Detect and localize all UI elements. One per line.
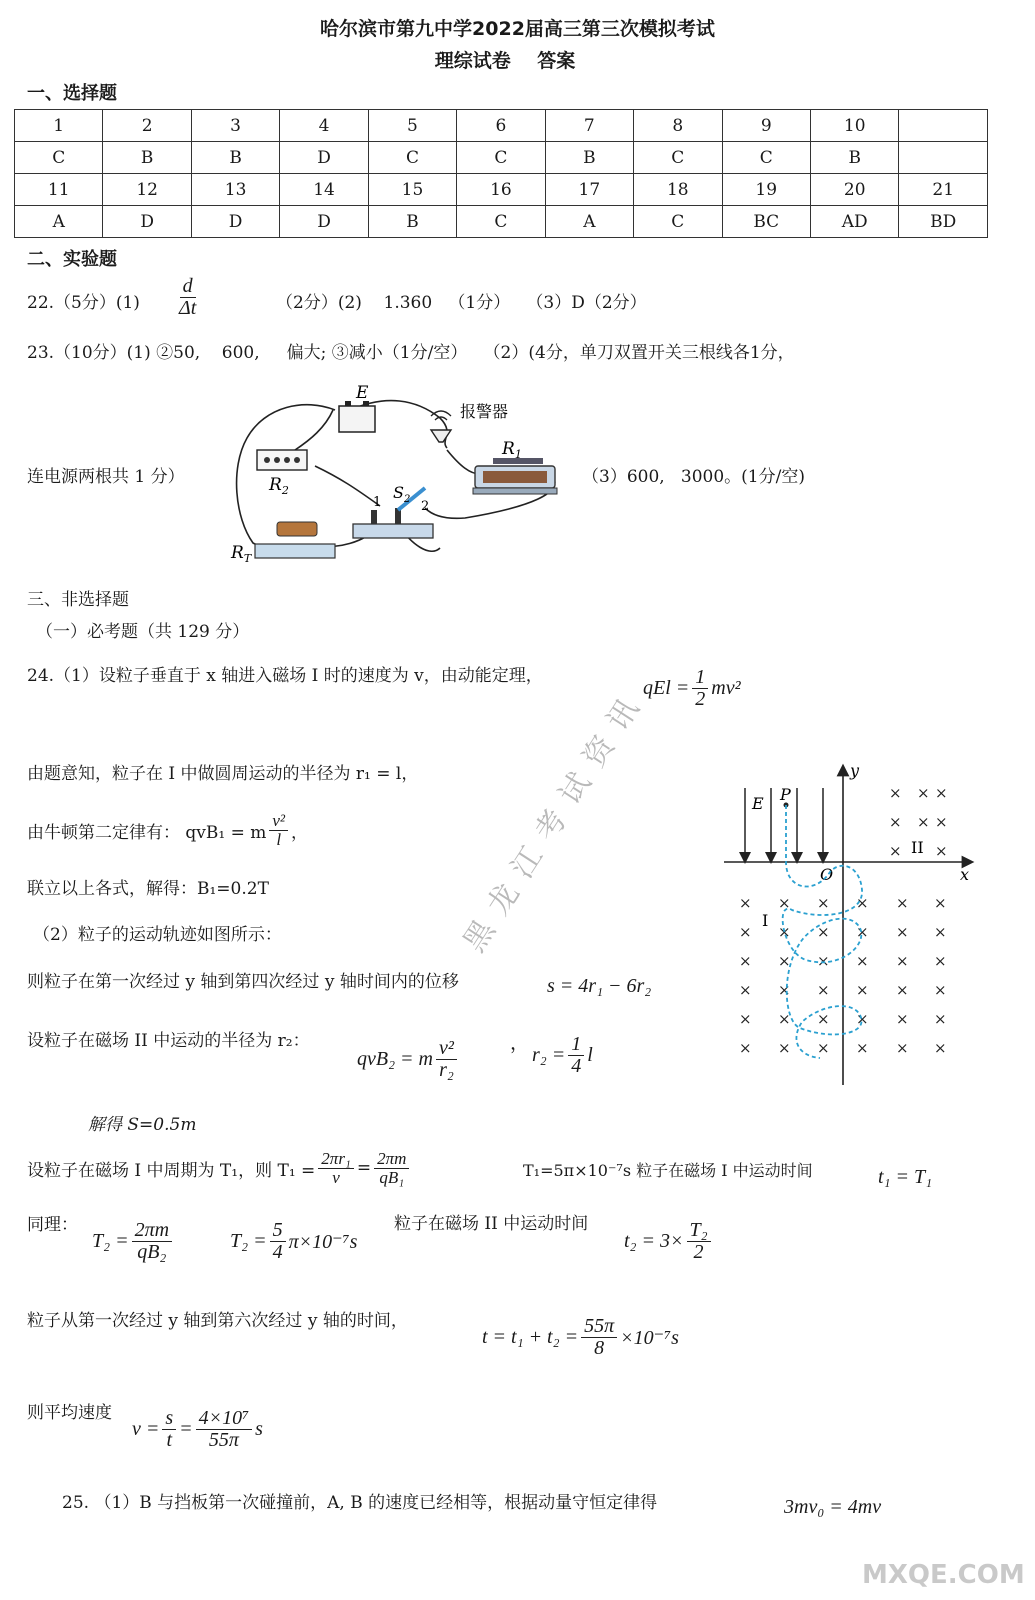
label-y: y	[850, 761, 860, 780]
q24-line2: 由题意知，粒子在 I 中做圆周运动的半径为 r₁ = l，	[27, 764, 419, 784]
thermistor-rt	[255, 522, 335, 558]
field-cross: ×	[739, 952, 752, 970]
table-cell: C	[722, 142, 810, 174]
table-cell: B	[368, 206, 456, 238]
field-cross: ×	[817, 1010, 830, 1028]
q24-eq-t2-formula: T₂ = $\frac{2\pi m}{\text{qB₂}}$	[92, 1220, 172, 1263]
field-cross: ×	[778, 1010, 791, 1028]
q25-line1: 25. （1）B 与挡板第一次碰撞前，A, B 的速度已经相等，根据动量守恒定律得	[62, 1493, 658, 1513]
field-cross: ×	[739, 1010, 752, 1028]
table-cell: D	[280, 206, 368, 238]
rheostat-r1	[473, 458, 557, 494]
answer-table	[14, 109, 988, 238]
table-cell: AD	[810, 206, 898, 238]
table-cell: B	[545, 142, 633, 174]
table-cell: 20	[810, 174, 898, 206]
table-cell: C	[368, 142, 456, 174]
field-cross: ×	[817, 981, 830, 999]
section-heading-nonchoice: 三、非选择题	[27, 590, 129, 610]
table-cell: 12	[103, 174, 191, 206]
field-cross: ×	[856, 952, 869, 970]
field-cross: ×	[934, 923, 947, 941]
field-cross: ×	[739, 894, 752, 912]
label-e-field: E	[752, 794, 764, 813]
table-row	[15, 206, 988, 238]
table-cell: C	[634, 142, 722, 174]
q24-line12: 则平均速度	[27, 1403, 112, 1423]
q24-line11: 粒子从第一次经过 y 轴到第六次经过 y 轴的时间，	[27, 1311, 408, 1331]
watermark-site: MXQE.COM	[862, 1560, 1025, 1590]
field-cross: ×	[917, 813, 930, 831]
field-cross: ×	[817, 952, 830, 970]
q24-eq-r2-value: r₂ = $\frac{1}{4}$ l	[532, 1033, 593, 1077]
q22-num: d	[180, 276, 196, 298]
field-cross: ×	[935, 813, 948, 831]
field-cross: ×	[739, 923, 752, 941]
q24-line1: 24.（1）设粒子垂直于 x 轴进入磁场 I 时的速度为 v，由动能定理，	[27, 666, 543, 686]
table-cell: 5	[368, 110, 456, 142]
table-cell: 13	[191, 174, 279, 206]
q24-eq-displacement: s = 4r₁ − 6r₂	[547, 975, 652, 997]
field-cross: ×	[856, 1010, 869, 1028]
label-alarm: 报警器	[460, 402, 509, 421]
table-cell: 16	[457, 174, 545, 206]
q24-line5: （2）粒子的运动轨迹如图所示：	[33, 925, 282, 945]
table-row	[15, 174, 988, 206]
q24-eq-t1: t₁ = T₁	[878, 1166, 933, 1188]
table-cell: B	[810, 142, 898, 174]
field-cross: ×	[934, 952, 947, 970]
label-r1: $R_1$	[502, 439, 522, 461]
table-cell: 3	[191, 110, 279, 142]
q24-eq-total-time: t = t₁ + t₂ = $\frac{55\pi}{8}$ ×10⁻⁷s	[482, 1315, 679, 1359]
label-terminal-2: 2	[421, 499, 430, 514]
q24-line9-right: T₁=5π×10⁻⁷s 粒子在磁场 I 中运动时间	[523, 1161, 813, 1180]
field-cross: ×	[896, 952, 909, 970]
table-cell: BC	[722, 206, 810, 238]
table-cell: BD	[899, 206, 988, 238]
label-region-2: II	[911, 838, 924, 857]
table-cell	[899, 110, 988, 142]
field-cross: ×	[856, 981, 869, 999]
field-cross: ×	[934, 894, 947, 912]
table-cell: C	[457, 142, 545, 174]
table-cell: 10	[810, 110, 898, 142]
section-heading-experiment: 二、实验题	[27, 249, 117, 270]
field-cross: ×	[934, 1010, 947, 1028]
q24-line10: 同理：	[27, 1215, 78, 1235]
table-cell: A	[545, 206, 633, 238]
table-cell: D	[280, 142, 368, 174]
magnetic-field-diagram	[720, 760, 980, 1090]
table-cell: 8	[634, 110, 722, 142]
field-cross: ×	[817, 1039, 830, 1057]
table-cell: C	[634, 206, 722, 238]
table-cell: 21	[899, 174, 988, 206]
table-cell: 15	[368, 174, 456, 206]
field-cross: ×	[856, 1039, 869, 1057]
table-cell: 4	[280, 110, 368, 142]
field-cross: ×	[778, 1039, 791, 1057]
q22-fraction	[176, 276, 199, 319]
table-cell: C	[457, 206, 545, 238]
page-title: 哈尔滨市第九中学2022届高三第三次模拟考试	[320, 18, 715, 40]
label-region-1: I	[762, 911, 769, 930]
table-cell: C	[15, 142, 103, 174]
q24-line6: 则粒子在第一次经过 y 轴到第四次经过 y 轴时间内的位移	[27, 972, 459, 992]
field-cross: ×	[935, 784, 948, 802]
q24-eq-velocity: v = $\frac{s}{t}$ = $\frac{\text{4×10⁷}}{55\pi}$ s	[132, 1407, 263, 1451]
label-terminal-1: 1	[373, 495, 382, 510]
q23-line1: 23.（10分）(1) ②50, 600, 偏大; ③减小（1分/空） （2）(4分，单刀双置开关三根线各1分，	[27, 343, 795, 363]
table-cell: D	[103, 206, 191, 238]
field-cross: ×	[896, 1010, 909, 1028]
q25-eq-momentum: 3mv₀ = 4mv	[784, 1496, 882, 1518]
field-cross: ×	[896, 923, 909, 941]
field-cross: ×	[889, 842, 902, 860]
table-cell: 14	[280, 174, 368, 206]
watermark-text: 黑龙江考试资讯	[456, 681, 654, 959]
q24-line4: 联立以上各式，解得：B₁=0.2T	[27, 879, 269, 899]
label-r2: $R_2$	[269, 475, 289, 497]
field-cross: ×	[934, 1039, 947, 1057]
field-cross: ×	[778, 981, 791, 999]
field-cross: ×	[739, 981, 752, 999]
page-subtitle: 理综试卷 答案	[434, 50, 576, 72]
table-cell	[899, 142, 988, 174]
field-cross: ×	[817, 923, 830, 941]
field-cross: ×	[934, 981, 947, 999]
label-p: P	[780, 785, 791, 804]
q24-eq-t2-time: t₂ = 3× $\frac{\text{T₂}}{2}$	[624, 1220, 711, 1263]
resistance-box-r2	[257, 450, 307, 470]
table-cell: 19	[722, 174, 810, 206]
field-cross: ×	[917, 784, 930, 802]
q22-prefix: 22.（5分）(1)	[27, 293, 140, 313]
label-s2: $S_2$	[393, 483, 411, 505]
field-cross: ×	[817, 894, 830, 912]
q24-line10-right: 粒子在磁场 II 中运动时间	[394, 1214, 589, 1234]
table-row	[15, 110, 988, 142]
label-x: x	[960, 865, 970, 884]
table-row	[15, 142, 988, 174]
table-cell: 9	[722, 110, 810, 142]
table-cell: B	[191, 142, 279, 174]
field-cross: ×	[778, 952, 791, 970]
table-cell: 6	[457, 110, 545, 142]
table-cell: 2	[103, 110, 191, 142]
field-cross: ×	[896, 981, 909, 999]
label-rt: $R_T$	[231, 543, 252, 565]
q24-eq-energy: qEl = $\frac{1}{2}$ mv²	[643, 666, 741, 710]
table-cell: 1	[15, 110, 103, 142]
table-cell: B	[103, 142, 191, 174]
q24-eq-t2-value: T₂ = $\frac{5}{4}$ π×10⁻⁷s	[230, 1219, 358, 1263]
field-cross: ×	[739, 1039, 752, 1057]
field-cross: ×	[896, 894, 909, 912]
battery-e	[339, 406, 375, 432]
circuit-diagram	[225, 378, 570, 568]
field-cross: ×	[896, 1039, 909, 1057]
field-cross: ×	[856, 923, 869, 941]
q24-eq-r2-force: qvB₂ = m $\frac{\text{v²}}{\text{r₂}}$	[357, 1038, 457, 1081]
table-cell: D	[191, 206, 279, 238]
table-cell: 11	[15, 174, 103, 206]
field-cross: ×	[778, 894, 791, 912]
q24-line7: 设粒子在磁场 II 中运动的半径为 r₂：	[27, 1031, 310, 1051]
section-sub: （一）必考题（共 129 分）	[36, 622, 250, 642]
table-cell: A	[15, 206, 103, 238]
q23-left: 连电源两根共 1 分）	[27, 467, 185, 487]
field-cross: ×	[889, 784, 902, 802]
field-cross: ×	[935, 842, 948, 860]
q22-den: Δt	[179, 297, 197, 319]
field-cross: ×	[889, 813, 902, 831]
q22-rest: （2分）(2) 1.360 （1分） （3）D（2分）	[276, 293, 647, 313]
q24-comma: ，	[510, 1032, 530, 1054]
alarm-icon	[431, 430, 451, 442]
q24-line8: 解得 S=0.5m	[88, 1115, 197, 1135]
field-cross: ×	[856, 894, 869, 912]
table-cell: 7	[545, 110, 633, 142]
q24-line3: 由牛顿第二定律有： qvB₁ = m $\frac{\text{v²}}{l}$ ，	[27, 811, 309, 849]
q23-right: （3）600, 3000。(1分/空)	[582, 467, 805, 487]
label-origin: O	[820, 865, 834, 884]
q24-line9: 设粒子在磁场 I 中周期为 T₁，则 T₁ = $\frac{\text{2πr₁}}{v}$ = $\frac{2\pi m}{\text{qB₁}}$	[27, 1150, 409, 1187]
label-e: E	[356, 383, 369, 403]
table-cell: 18	[634, 174, 722, 206]
section-heading-choice: 一、选择题	[27, 83, 117, 104]
table-cell: 17	[545, 174, 633, 206]
field-cross: ×	[778, 923, 791, 941]
